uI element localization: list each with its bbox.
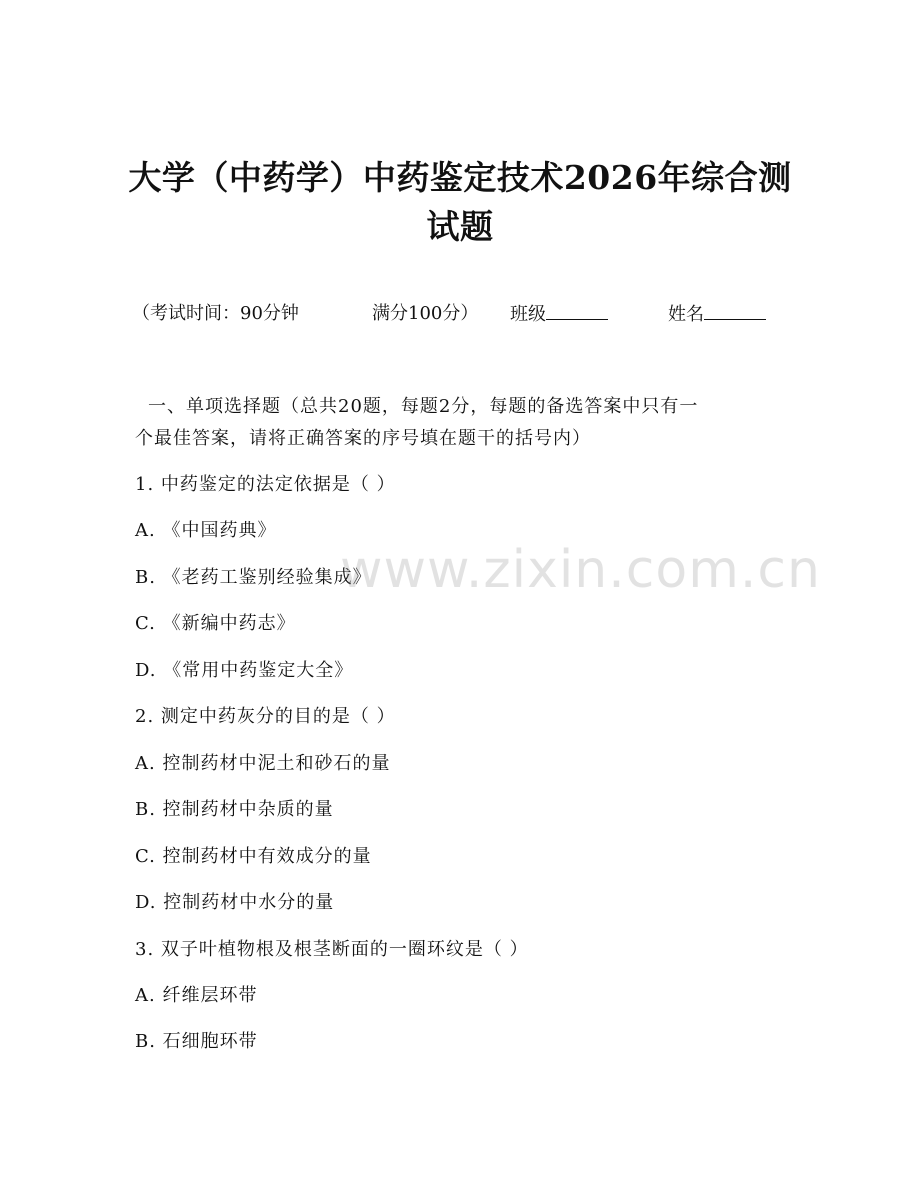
full-score: 满分100分）	[372, 303, 479, 324]
question-option: D. 控制药材中水分的量	[135, 892, 335, 913]
exam-time: （考试时间：90分钟	[132, 303, 299, 324]
question-option: D. 《常用中药鉴定大全》	[135, 660, 354, 681]
exam-title-line-1: 大学（中药学）中药鉴定技术2026年综合测	[128, 158, 792, 197]
name-field	[668, 301, 766, 328]
name-label: 姓名	[668, 304, 704, 325]
question-option: C. 控制药材中有效成分的量	[135, 846, 372, 867]
class-field	[510, 301, 608, 328]
section-heading-line-2: 个最佳答案，请将正确答案的序号填在题干的括号内）	[135, 428, 591, 449]
question-option: A. 控制药材中泥土和砂石的量	[135, 753, 391, 774]
question-stem: 3. 双子叶植物根及根茎断面的一圈环纹是（ ）	[135, 939, 529, 960]
class-label: 班级	[510, 304, 546, 325]
question-stem: 2. 测定中药灰分的目的是（ ）	[135, 706, 396, 727]
question-option: B. 石细胞环带	[135, 1031, 258, 1052]
question-option: A. 纤维层环带	[135, 985, 258, 1006]
question-option: C. 《新编中药志》	[135, 613, 296, 634]
class-blank	[546, 301, 608, 320]
watermark: www.zixin.com.cn	[340, 540, 821, 600]
exam-title-line-2: 试题	[426, 207, 494, 246]
question-option: B. 《老药工鉴别经验集成》	[135, 567, 372, 588]
question-option: A. 《中国药典》	[135, 520, 277, 541]
section-heading-line-1: 一、单项选择题（总共20题，每题2分，每题的备选答案中只有一	[148, 396, 699, 417]
question-option: B. 控制药材中杂质的量	[135, 799, 334, 820]
name-blank	[704, 301, 766, 320]
question-stem: 1. 中药鉴定的法定依据是（ ）	[135, 474, 396, 495]
